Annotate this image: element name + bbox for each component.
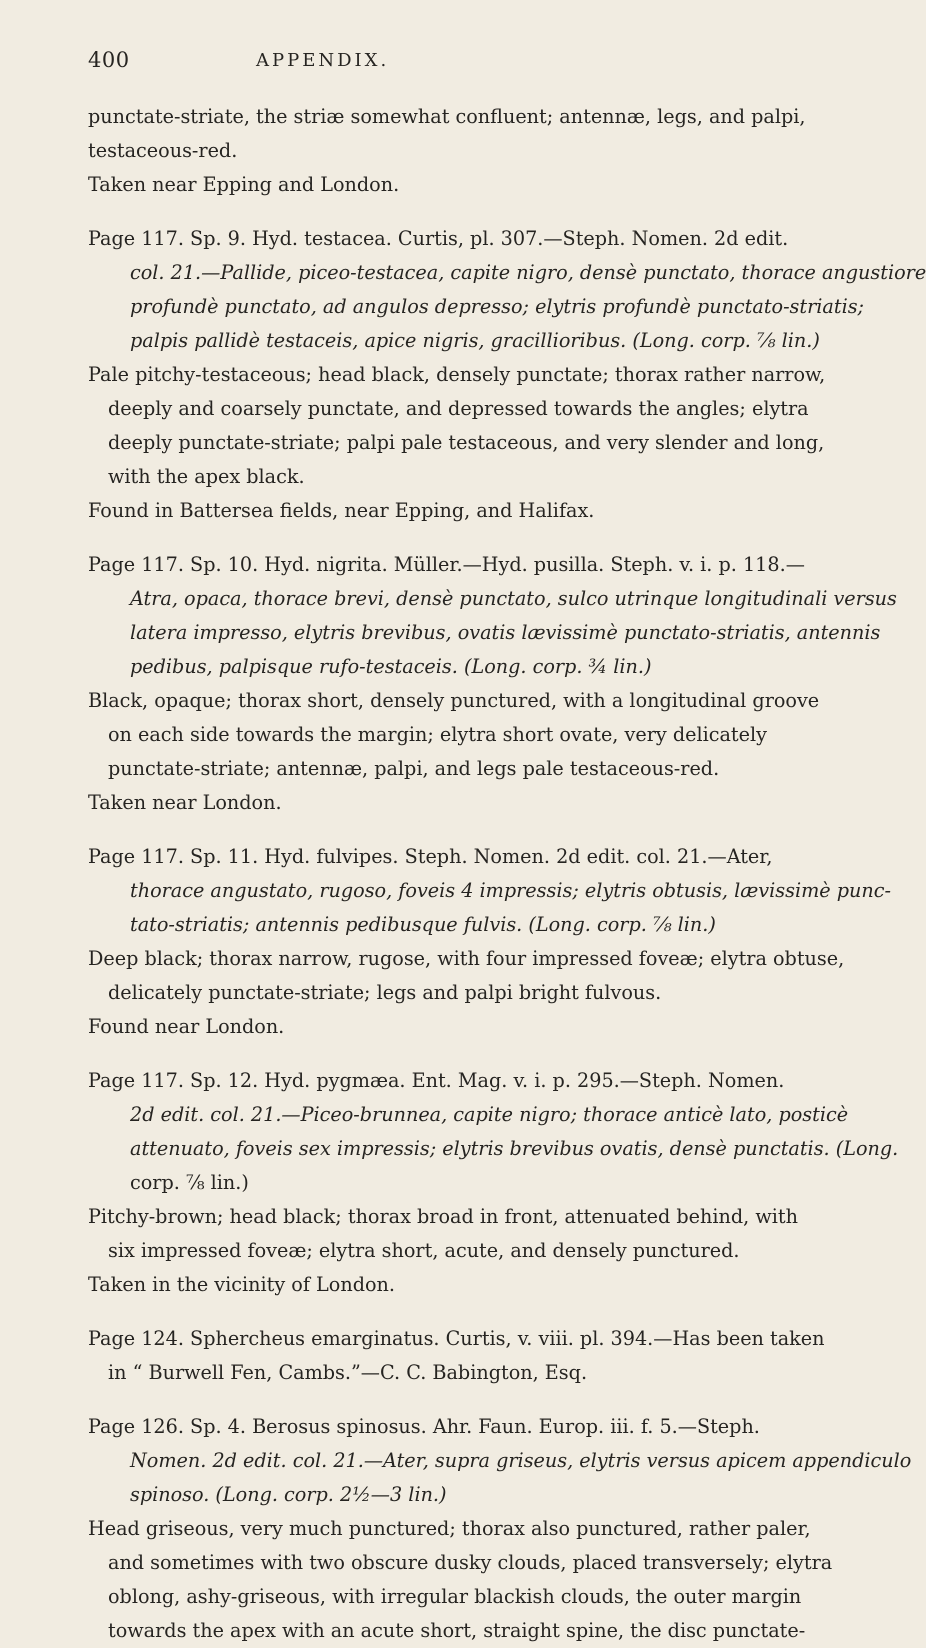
entry-berosus-spinosus [88, 1410, 912, 1648]
entry-hyd-fulvipes [88, 840, 891, 1044]
entry-text-line: in “ Burwell Fen, Cambs.”—C. C. Babington, Esq. [108, 1361, 588, 1384]
latin-description-line: palpis pallidè testaceis, apice nigris, gracillioribus. (Long. corp. ⅞ lin.) [130, 329, 820, 352]
entry-hyd-pygmaea [88, 1064, 899, 1302]
english-description-line: towards the apex with an acute short, straight spine, the disc punctate- [108, 1619, 806, 1642]
latin-description-line: corp. ⅞ lin.) [130, 1171, 249, 1194]
english-description-line: Pale pitchy-testaceous; head black, densely punctate; thorax rather narrow, [88, 363, 826, 386]
english-description-line: on each side towards the margin; elytra short ovate, very delicately [108, 723, 767, 746]
latin-description-line: Atra, opaca, thorace brevi, densè punctato, sulco utrinque longitudinali versus [130, 587, 897, 610]
locality-line: Taken near London. [88, 791, 282, 814]
english-description-line: Deep black; thorax narrow, rugose, with four impressed foveæ; elytra obtuse, [88, 947, 845, 970]
entry-heading: Page 117. Sp. 9. Hyd. testacea. Curtis, pl. 307.—Steph. Nomen. 2d edit. [88, 227, 789, 250]
english-description-line: Head griseous, very much punctured; thorax also punctured, rather paler, [88, 1517, 811, 1540]
latin-description-line: col. 21.—Pallide, piceo-testacea, capite nigro, densè punctato, thorace angustiore [130, 261, 926, 284]
entry-sphercheus-emarginatus [88, 1322, 825, 1390]
latin-description-line: Nomen. 2d edit. col. 21.—Ater, supra griseus, elytris versus apicem appendiculo [130, 1449, 912, 1472]
english-description-line: oblong, ashy-griseous, with irregular blackish clouds, the outer margin [108, 1585, 802, 1608]
body-text [88, 100, 926, 1648]
entry-heading: Page 117. Sp. 11. Hyd. fulvipes. Steph. Nomen. 2d edit. col. 21.—Ater, [88, 845, 773, 868]
english-description-line: six impressed foveæ; elytra short, acute, and densely punctured. [108, 1239, 740, 1262]
latin-description-line: profundè punctato, ad angulos depresso; elytris profundè punctato-striatis; [130, 295, 865, 318]
english-description-line: with the apex black. [108, 465, 305, 488]
locality-line: Taken in the vicinity of London. [88, 1273, 395, 1296]
text-line: punctate-striate, the striæ somewhat confluent; antennæ, legs, and palpi, [88, 105, 806, 128]
english-description-line: Black, opaque; thorax short, densely punctured, with a longitudinal groove [88, 689, 820, 712]
text-line: testaceous-red. [88, 139, 238, 162]
page-number: 400 [88, 48, 130, 72]
entry-heading: Page 117. Sp. 12. Hyd. pygmæa. Ent. Mag. v. i. p. 295.—Steph. Nomen. [88, 1069, 785, 1092]
latin-description-line: tato-striatis; antennis pedibusque fulvis. (Long. corp. ⅞ lin.) [130, 913, 716, 936]
english-description-line: and sometimes with two obscure dusky clouds, placed transversely; elytra [108, 1551, 833, 1574]
english-description-line: deeply and coarsely punctate, and depressed towards the angles; elytra [108, 397, 809, 420]
latin-description-line: pedibus, palpisque rufo-testaceis. (Long. corp. ¾ lin.) [130, 655, 652, 678]
latin-description-line: 2d edit. col. 21.—Piceo-brunnea, capite nigro; thorace anticè lato, posticè [130, 1103, 849, 1126]
page-header [88, 48, 728, 74]
latin-description-line: spinoso. (Long. corp. 2½—3 lin.) [130, 1483, 447, 1506]
entry-heading: Page 124. Sphercheus emarginatus. Curtis, v. viii. pl. 394.—Has been taken [88, 1327, 825, 1350]
latin-description-line: latera impresso, elytris brevibus, ovatis lævissimè punctato-striatis, antennis [130, 621, 881, 644]
english-description-line: Pitchy-brown; head black; thorax broad in front, attenuated behind, with [88, 1205, 798, 1228]
english-description-line: deeply punctate-striate; palpi pale testaceous, and very slender and long, [108, 431, 825, 454]
english-description-line: punctate-striate; antennæ, palpi, and legs pale testaceous-red. [108, 757, 720, 780]
entry-heading: Page 126. Sp. 4. Berosus spinosus. Ahr. Faun. Europ. iii. f. 5.—Steph. [88, 1415, 760, 1438]
running-head: APPENDIX. [256, 50, 390, 71]
latin-description-line: attenuato, foveis sex impressis; elytris brevibus ovatis, densè punctatis. (Long. [130, 1137, 899, 1160]
text-line: Taken near Epping and London. [88, 173, 400, 196]
latin-description-line: thorace angustato, rugoso, foveis 4 impressis; elytris obtusis, lævissimè punc- [130, 879, 891, 902]
entry-heading: Page 117. Sp. 10. Hyd. nigrita. Müller.—Hyd. pusilla. Steph. v. i. p. 118.— [88, 553, 805, 576]
paragraph-continuation [88, 100, 806, 202]
entry-hyd-nigrita [88, 548, 897, 820]
locality-line: Found near London. [88, 1015, 285, 1038]
locality-line: Found in Battersea fields, near Epping, and Halifax. [88, 499, 595, 522]
english-description-line: delicately punctate-striate; legs and palpi bright fulvous. [108, 981, 662, 1004]
entry-hyd-testacea [88, 222, 926, 528]
